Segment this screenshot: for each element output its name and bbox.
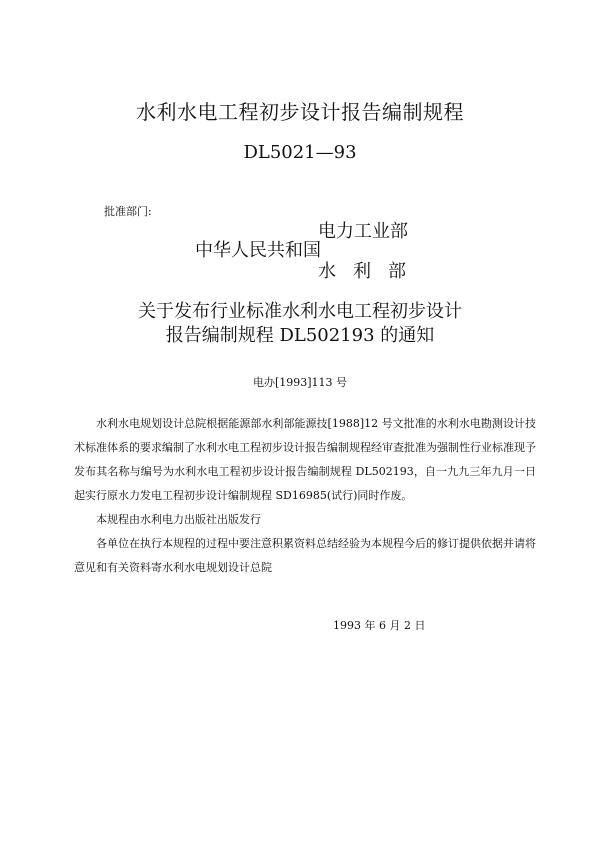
notice-title-line-1: 关于发布行业标准水利水电工程初步设计: [138, 301, 462, 322]
approver-label: 批准部门:: [104, 205, 152, 218]
document-title: 水利水电工程初步设计报告编制规程: [136, 100, 464, 124]
document-code: DL5021—93: [243, 142, 357, 163]
department-power-ministry: 电力工业部: [318, 221, 408, 242]
signature-date: 1993 年 6 月 2 日: [333, 619, 426, 632]
department-country: 中华人民共和国: [195, 240, 321, 261]
notice-title: [0, 300, 600, 348]
notice-body: [74, 412, 536, 580]
body-paragraph: 水利水电规划设计总院根据能源部水利部能源技[1988]12 号文批准的水利水电勘测设计技术标准体系的要求编制了水利水电工程初步设计报告编制规程经审查批准为强制性行业标准现予发布其名称与编号为水利水电工程初步设计报告编制规程 DL502193，自一九九三年九月一日起实行原水力发电工程初步设计编制规程 SD16985(试行)同时作废。: [74, 417, 536, 502]
document-number: 电办[1993]113 号: [252, 376, 348, 389]
department-water-ministry: 水利部: [318, 261, 423, 282]
body-paragraph: 本规程由水利电力出版社出版发行: [96, 513, 261, 526]
notice-title-line-2: 报告编制规程 DL502193 的通知: [165, 325, 435, 346]
body-paragraph: 各单位在执行本规程的过程中要注意积累资料总结经验为本规程今后的修订提供依据并请将意见和有关资料寄水利水电规划设计总院: [74, 537, 536, 574]
